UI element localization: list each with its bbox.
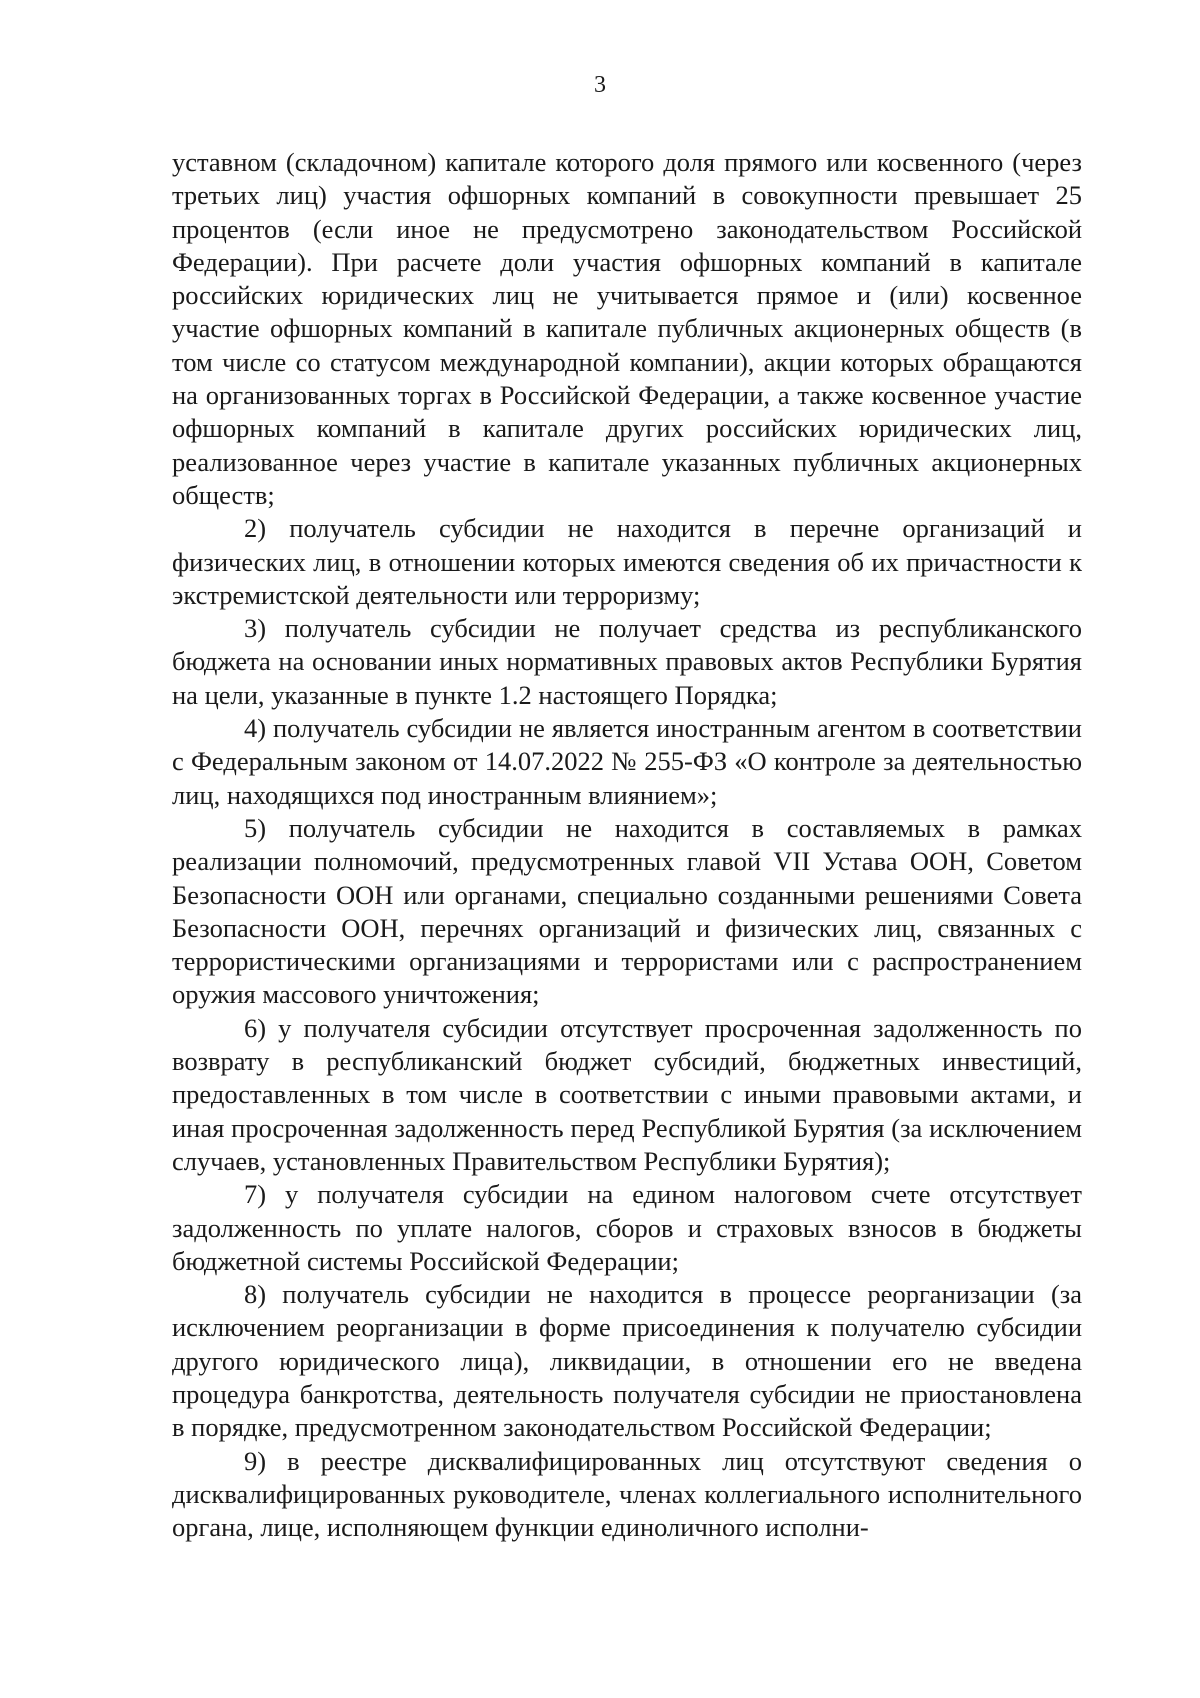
page-number: 3 xyxy=(594,72,606,98)
paragraph-item-4: 4) получатель субсидии не является иностранным агентом в соответствии с Федеральным законом от 14.07.2022 № 255-ФЗ «О контроле за деятельностью лиц, находящихся под иностранным влиянием»; xyxy=(172,713,1082,810)
paragraph-item-7: 7) у получателя субсидии на едином налоговом счете отсутствует задолженность по уплате налогов, сборов и страховых взносов в бюджеты бюджетной системы Российской Федерации; xyxy=(172,1179,1082,1276)
document-body xyxy=(172,146,1082,1544)
paragraph-item-2: 2) получатель субсидии не находится в перечне организаций и физических лиц, в отношении которых имеются сведения об их причастности к экстремистской деятельности или терроризму; xyxy=(172,513,1082,610)
paragraph-item-5: 5) получатель субсидии не находится в составляемых в рамках реализации полномочий, предусмотренных главой VII Устава ООН, Советом Безопасности ООН или органами, специально созданными решениями Совета Безопасности ООН, перечнях организаций и физических лиц, связанных с террористическими организациями и террористами или с распространением оружия массового уничтожения; xyxy=(172,812,1082,1010)
paragraph-continuation: уставном (складочном) капитале которого доля прямого или косвенного (через третьих лиц) участия офшорных компаний в совокупности превышает 25 процентов (если иное не предусмотрено законодательством Российской Федерации). При расчете доли участия офшорных компаний в капитале российских юридических лиц не учитывается прямое и (или) косвенное участие офшорных компаний в капитале публичных акционерных обществ (в том числе со статусом международной компании), акции которых обращаются на организованных торгах в Российской Федерации, а также косвенное участие офшорных компаний в капитале других российских юридических лиц, реализованное через участие в капитале указанных публичных акционерных обществ; xyxy=(172,147,1082,510)
paragraph-item-8: 8) получатель субсидии не находится в процессе реорганизации (за исключением реорганизации в форме присоединения к получателю субсидии другого юридического лица), ликвидации, в отношении его не введена процедура банкротства, деятельность получателя субсидии не приостановлена в порядке, предусмотренном законодательством Российской Федерации; xyxy=(172,1279,1082,1443)
paragraph-item-3: 3) получатель субсидии не получает средства из республиканского бюджета на основании иных нормативных правовых актов Республики Бурятия на цели, указанные в пункте 1.2 настоящего Порядка; xyxy=(172,613,1082,710)
paragraph-item-6: 6) у получателя субсидии отсутствует просроченная задолженность по возврату в республиканский бюджет субсидий, бюджетных инвестиций, предоставленных в том числе в соответствии с иными правовыми актами, и иная просроченная задолженность перед Республикой Бурятия (за исключением случаев, установленных Правительством Республики Бурятия); xyxy=(172,1012,1082,1176)
paragraph-item-9: 9) в реестре дисквалифицированных лиц отсутствуют сведения о дисквалифицированных руководителе, членах коллегиального исполнительного органа, лице, исполняющем функции единоличного исполни- xyxy=(172,1445,1082,1543)
